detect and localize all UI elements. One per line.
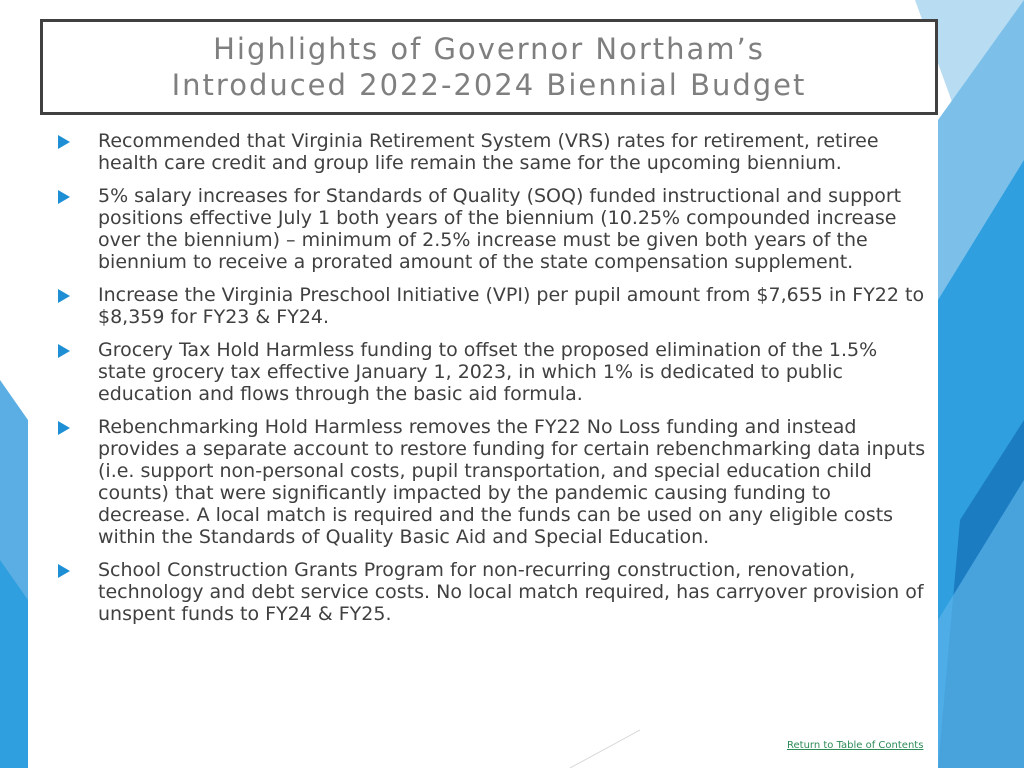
bullet-item-grocery-tax (58, 339, 928, 405)
title-line-1: Highlights of Governor Northam’s (213, 32, 765, 66)
facet-thin-line (570, 730, 640, 768)
bullet-text: School Construction Grants Program for non-recurring construction, renovation, technology and debt service costs. No local match required, has carryover provision of unspent funds to FY24 & FY25. (98, 559, 924, 625)
bullet-text: Rebenchmarking Hold Harmless removes the FY22 No Loss funding and instead provides a separate account to restore funding for certain rebenchmarking data inputs (i.e. support non-personal costs, pupil transportation, and special education child counts) that were significantly impacted by the pandemic causing funding to decrease. A local match is required and the funds can be used on any eligible costs within the Standards of Quality Basic Aid and Special Education. (98, 416, 926, 548)
arrow-bullet-icon (58, 190, 70, 204)
bullet-list (58, 130, 928, 636)
bullet-text: Increase the Virginia Preschool Initiative (VPI) per pupil amount from $7,655 in FY22 to $8,359 for FY23 & FY24. (98, 284, 925, 328)
bullet-item-salary (58, 185, 928, 273)
arrow-bullet-icon (58, 289, 70, 303)
bullet-text: Grocery Tax Hold Harmless funding to offset the proposed elimination of the 1.5% state grocery tax effective January 1, 2023, in which 1% is dedicated to public education and flows through the basic aid formula. (98, 339, 878, 405)
title-box (40, 19, 938, 115)
arrow-bullet-icon (58, 135, 70, 149)
bullet-item-school-construction (58, 559, 928, 625)
bullet-text: Recommended that Virginia Retirement System (VRS) rates for retirement, retiree health care credit and group life remain the same for the upcoming biennium. (98, 130, 879, 174)
arrow-bullet-icon (58, 564, 70, 578)
arrow-bullet-icon (58, 421, 70, 435)
arrow-bullet-icon (58, 344, 70, 358)
bullet-item-vpi (58, 284, 928, 328)
return-to-toc-link[interactable]: Return to Table of Contents (787, 740, 924, 751)
title-line-2: Introduced 2022-2024 Biennial Budget (171, 68, 807, 102)
bullet-text: 5% salary increases for Standards of Quality (SOQ) funded instructional and support positions effective July 1 both years of the biennium (10.25% compounded increase over the biennium) – minimum of 2.5% increase must be given both years of the biennium to receive a prorated amount of the state compensation supplement. (98, 185, 902, 273)
bullet-item-rebenchmarking (58, 416, 928, 548)
bullet-item-vrs (58, 130, 928, 174)
